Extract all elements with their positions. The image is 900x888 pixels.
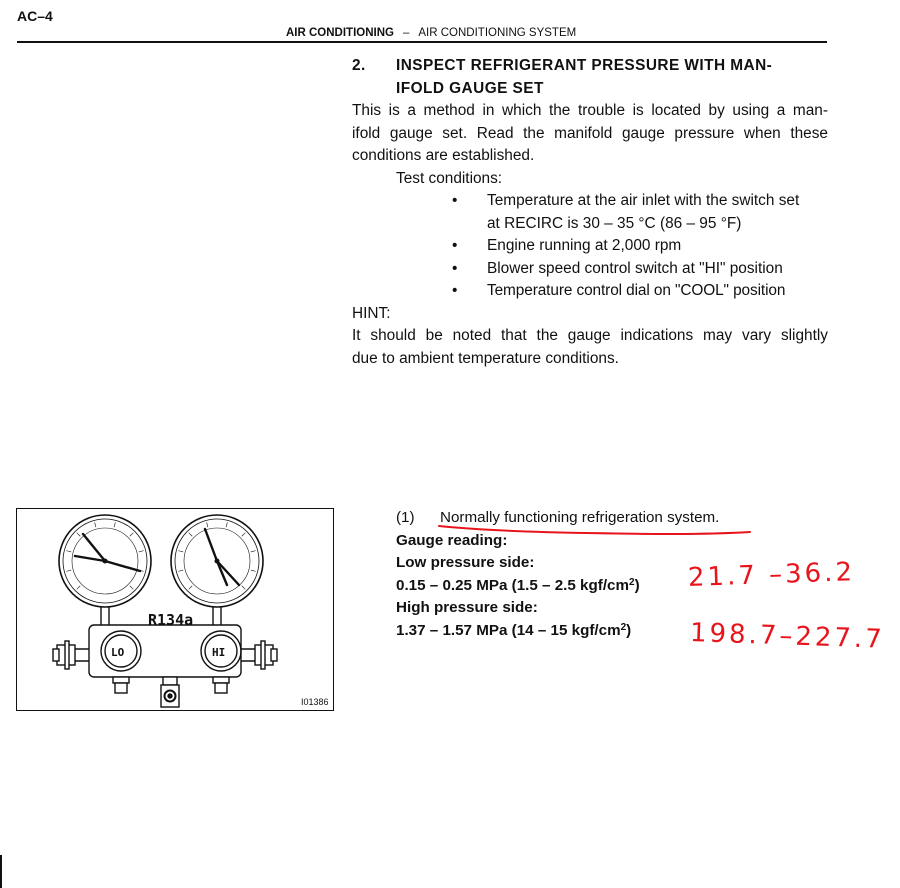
running-head [286, 27, 576, 39]
section-title: AIR CONDITIONING [286, 27, 394, 39]
item-title: Normally functioning refrigeration system. [440, 509, 720, 526]
step-heading-cont [352, 78, 828, 101]
handwritten-high-psi: 198.7–227.7 [689, 618, 886, 655]
subsection-title: AIR CONDITIONING SYSTEM [418, 27, 577, 39]
inspection-step [352, 55, 828, 370]
low-side-label: Low pressure side: [396, 554, 535, 571]
header-rule [17, 41, 827, 43]
intro-line2: ifold gauge set. Read the manifold gauge pressure when these [352, 124, 828, 142]
refrigerant-label: R134a [148, 611, 194, 629]
hint-line1: It should be noted that the gauge indications may vary slightly [352, 327, 828, 344]
low-side-label: LO [111, 646, 125, 659]
gauge-reading-label: Gauge reading: [396, 531, 508, 549]
low-side-close: ) [634, 576, 640, 594]
step-number: 2. [352, 57, 366, 74]
condition-text: Temperature at the air inlet with the switch set [487, 192, 800, 209]
condition-text: Engine running at 2,000 rpm [487, 237, 682, 254]
condition-item [452, 190, 828, 235]
hint-label: HINT: [352, 304, 391, 322]
high-side-value-text: 1.37 – 1.57 MPa (14 – 15 kgf/cm [396, 621, 621, 639]
manifold-gauge-figure [16, 508, 334, 711]
hint-line2: due to ambient temperature conditions. [352, 349, 619, 367]
high-side-close: ) [626, 621, 632, 639]
manifold-gauge-drawing [17, 509, 333, 710]
conditions-list [352, 190, 828, 303]
high-side-superscript: 2 [620, 621, 627, 633]
item-number: (1) [396, 509, 415, 526]
intro-line1: This is a method in which the trouble is located by using a man- [352, 102, 828, 119]
test-conditions-label: Test conditions: [396, 169, 503, 187]
condition-item [452, 235, 828, 258]
header-separator: – [402, 27, 410, 39]
high-pressure-gauge [171, 515, 263, 607]
step-title-line2: IFOLD GAUGE SET [396, 79, 544, 97]
condition-text: Temperature control dial on "COOL" position [487, 282, 786, 299]
page-code: AC–4 [17, 8, 53, 24]
condition-item [452, 258, 828, 281]
low-side-superscript: 2 [629, 576, 635, 588]
condition-text-cont: at RECIRC is 30 – 35 °C (86 – 95 °F) [487, 214, 742, 232]
handwritten-underline [437, 520, 757, 540]
condition-text: Blower speed control switch at "HI" position [487, 259, 783, 277]
high-side-label: HI [212, 646, 226, 659]
low-pressure-gauge [59, 515, 151, 607]
condition-item [452, 280, 828, 303]
low-side-value-text: 0.15 – 0.25 MPa (1.5 – 2.5 kgf/cm [396, 576, 630, 594]
step-title-line1: INSPECT REFRIGERANT PRESSURE WITH MAN- [396, 57, 773, 74]
handwritten-low-psi: 21.7 –36.2 [687, 557, 856, 593]
high-side-label: High pressure side: [396, 599, 538, 616]
step-heading [352, 55, 828, 78]
figure-id: I01386 [301, 697, 329, 707]
margin-mark [0, 855, 2, 888]
intro-line3: conditions are established. [352, 147, 535, 164]
